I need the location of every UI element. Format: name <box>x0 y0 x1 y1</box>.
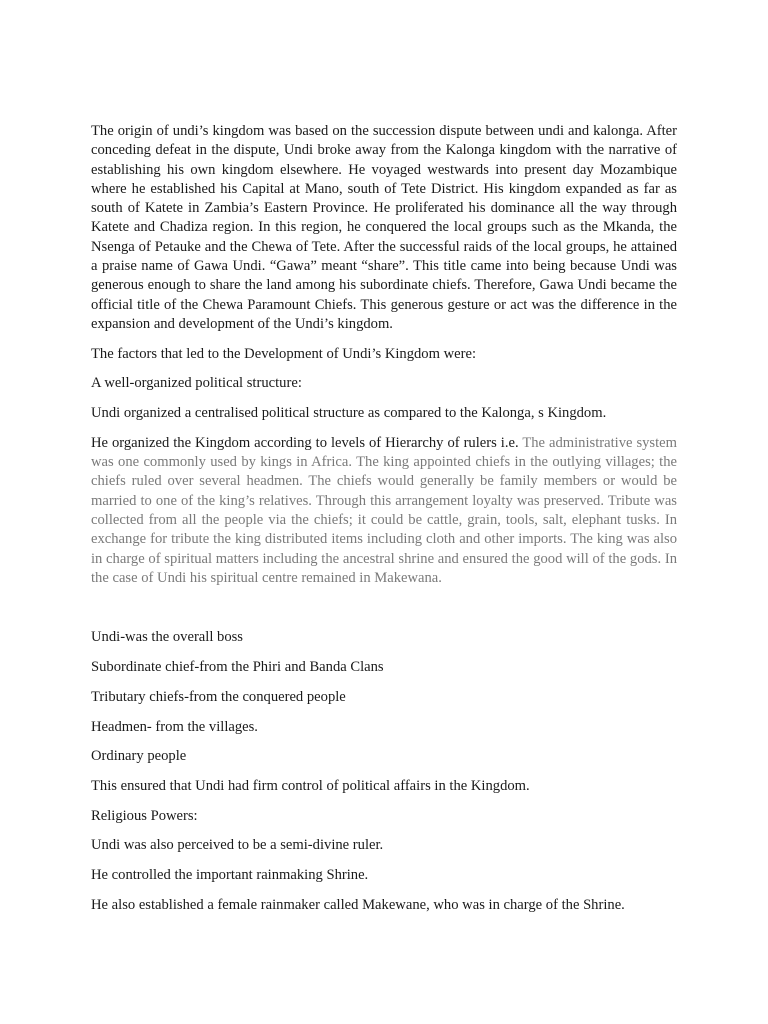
blank-line <box>91 598 677 628</box>
religious-powers-heading: Religious Powers: <box>91 807 198 824</box>
control-paragraph: This ensured that Undi had firm control of political affairs in the Kingdom. <box>91 777 530 794</box>
centralised-paragraph: Undi organized a centralised political structure as compared to the Kalonga, s Kingdom. <box>91 405 607 422</box>
hierarchy-paragraph <box>91 434 677 588</box>
hierarchy-item-tributary-chiefs: Tributary chiefs-from the conquered people <box>91 688 346 705</box>
factors-heading: The factors that led to the Development of Undi’s Kingdom were: <box>91 345 477 362</box>
hierarchy-lead-text: He organized the Kingdom according to levels of Hierarchy of rulers i.e. <box>91 434 519 451</box>
hierarchy-item-subordinate-chief: Subordinate chief-from the Phiri and Banda Clans <box>91 659 384 676</box>
hierarchy-item-undi: Undi-was the overall boss <box>91 629 243 646</box>
hierarchy-item-headmen: Headmen- from the villages. <box>91 718 258 735</box>
political-structure-heading: A well-organized political structure: <box>91 375 302 392</box>
religious-item-makewane: He also established a female rainmaker called Makewane, who was in charge of the Shrine. <box>91 896 625 913</box>
document-page <box>91 122 677 925</box>
intro-paragraph: The origin of undi’s kingdom was based on the succession dispute between undi and kalonga. After conceding defeat in the dispute, Undi broke away from the Kalonga kingdom with the narrative of establishing his own kingdom elsewhere. He voyaged westwards into present day Mozambique where he established his Capital at Mano, south of Tete District. His kingdom expanded as far as south of Katete in Zambia’s Eastern Province. He proliferated his dominance all the way through Katete and Chadiza region. In this region, he conquered the local groups such as the Mkanda, the Nsenga of Petauke and the Chewa of Tete. After the successful raids of the local groups, he attained a praise name of Gawa Undi. “Gawa” meant “share”. This title came into being because Undi was generous enough to share the land among his subordinate chiefs. Therefore, Gawa Undi became the official title of the Chewa Paramount Chiefs. This generous gesture or act was the difference in the expansion and development of the Undi’s kingdom. <box>91 123 677 332</box>
administrative-system-text: The administrative system was one commonly used by kings in Africa. The king appointed chiefs in the outlying villages; the chiefs ruled over several headmen. The chiefs would generally be family members or would be married to one of the king’s relatives. Through this arrangement loyalty was preserved. Tribute was collected from all the people via the chiefs; it could be cattle, grain, tools, salt, elephant tusks. In exchange for tribute the king distributed items including cloth and other imports. The king was also in charge of spiritual matters including the ancestral shrine and ensured the good will of the gods. In the case of Undi his spiritual centre remained in Makewana. <box>91 434 677 586</box>
religious-item-semi-divine: Undi was also perceived to be a semi-divine ruler. <box>91 837 384 854</box>
religious-item-rainmaking-shrine: He controlled the important rainmaking Shrine. <box>91 866 369 883</box>
hierarchy-item-ordinary-people: Ordinary people <box>91 748 187 765</box>
